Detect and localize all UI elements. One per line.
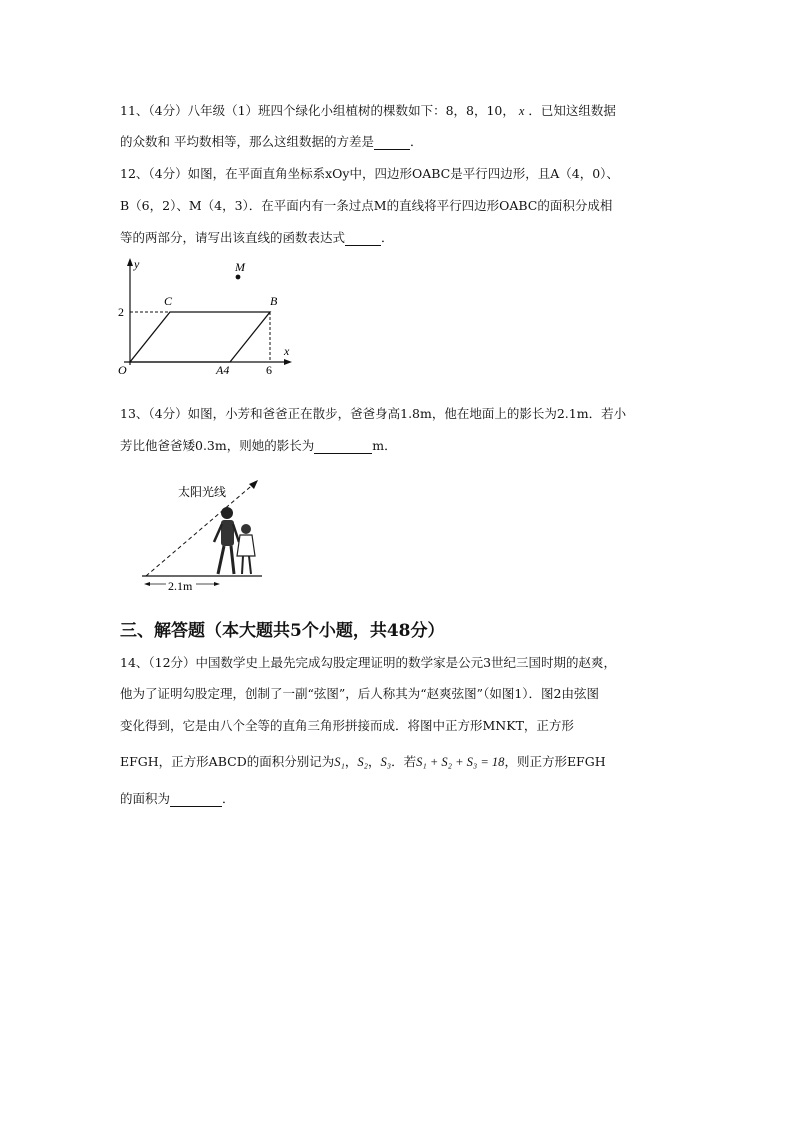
q12-text-2: B（6，2）、M（4，3）．在平面内有一条过点M的直线将平行四边形OABC的面积分成相 (120, 198, 613, 213)
shadow-label: 2.1m (168, 579, 193, 593)
q14-text-4b: ．若 (391, 754, 417, 769)
q11-text: 11、（4分）八年级（1）班四个绿化小组植树的棵数如下：8，8，10， (120, 103, 515, 118)
q12-text-1: 12、（4分）如图，在平面直角坐标系xOy中，四边形OABC是平行四边形，且A（4，0）、 (120, 166, 619, 181)
q12-line1 (120, 166, 619, 182)
sun-label: 太阳光线 (178, 485, 227, 499)
q13-line2 (120, 438, 397, 454)
q11-text-2: 的众数和 平均数相等，那么这组数据的方差是 (120, 134, 374, 149)
q12-end: ． (381, 230, 394, 245)
q13-figure (138, 472, 268, 600)
q14-text-4c: ，则正方形EFGH (504, 754, 606, 769)
parallelogram-oabc (130, 312, 270, 362)
q14-text-1: 14、（12分）中国数学史上最先完成勾股定理证明的数学家是公元3世纪三国时期的赵爽， (120, 655, 617, 670)
label-a4: A4 (216, 363, 230, 377)
q11-end: ． (409, 134, 423, 149)
q11-var-x: x (518, 104, 525, 118)
label-c: C (164, 294, 173, 308)
q14-line5 (120, 791, 235, 807)
q11-text-tail: ．已知这组数据 (528, 103, 616, 118)
q13-answer-blank[interactable] (314, 441, 372, 454)
q14-comma-2: ， (367, 754, 381, 769)
q11-answer-blank[interactable] (374, 137, 410, 150)
q13-text-2: 芳比他爸爸矮0.3m，则她的影长为 (120, 438, 315, 453)
q14-line3 (120, 718, 574, 734)
q13-text-1: 13、（4分）如图，小芳和爸爸正在散步，爸爸身高1.8m，他在地面上的影长为2.1m．若小 (120, 406, 627, 421)
q14-text-5: 的面积为 (120, 791, 171, 806)
q12-figure (110, 255, 300, 380)
q14-text-3: 变化得到，它是由八个全等的直角三角形拼接而成．将图中正方形MNKT，正方形 (120, 718, 574, 733)
q14-equation: S₁ + S₂ + S₃ = 18 (416, 755, 505, 769)
section-3-title: 三、解答题（本大题共5个小题，共48分） (120, 621, 445, 641)
q14-s1: S₁ (334, 755, 345, 769)
q12-line2 (120, 198, 612, 214)
label-x: x (284, 344, 290, 358)
q14-end: ． (222, 791, 235, 806)
q12-text-3: 等的两部分，请写出该直线的函数表达式 (120, 230, 346, 245)
y-axis-arrow (127, 258, 133, 266)
q14-line1 (120, 655, 616, 671)
x-axis-arrow (284, 359, 292, 365)
q12-line3 (120, 230, 394, 246)
q12-answer-blank[interactable] (345, 233, 381, 246)
q11-line2 (120, 134, 423, 150)
q14-s2: S₂ (357, 755, 368, 769)
label-b: B (270, 294, 278, 308)
q14-s3: S₃ (380, 755, 392, 769)
girl-figure (237, 524, 255, 574)
label-o: O (118, 363, 127, 377)
q14-text-4a: EFGH，正方形ABCD的面积分别记为 (120, 754, 335, 769)
q13-line1 (120, 406, 626, 422)
q11-line1 (120, 103, 616, 119)
sun-ray-arrow (249, 480, 258, 489)
q14-answer-blank[interactable] (170, 794, 222, 807)
label-y: y (134, 257, 140, 271)
point-m (236, 275, 241, 280)
q13-end: m． (372, 438, 397, 453)
q14-comma-1: ， (344, 754, 358, 769)
q14-text-2: 他为了证明勾股定理，创制了一副“弦图”，后人称其为“赵爽弦图”（如图1）．图2由弦图 (120, 686, 599, 701)
q14-line4 (120, 754, 606, 770)
father-figure (214, 507, 239, 574)
label-6: 6 (266, 363, 272, 377)
label-m: M (235, 260, 245, 274)
label-2: 2 (118, 305, 124, 319)
q14-line2 (120, 686, 599, 702)
